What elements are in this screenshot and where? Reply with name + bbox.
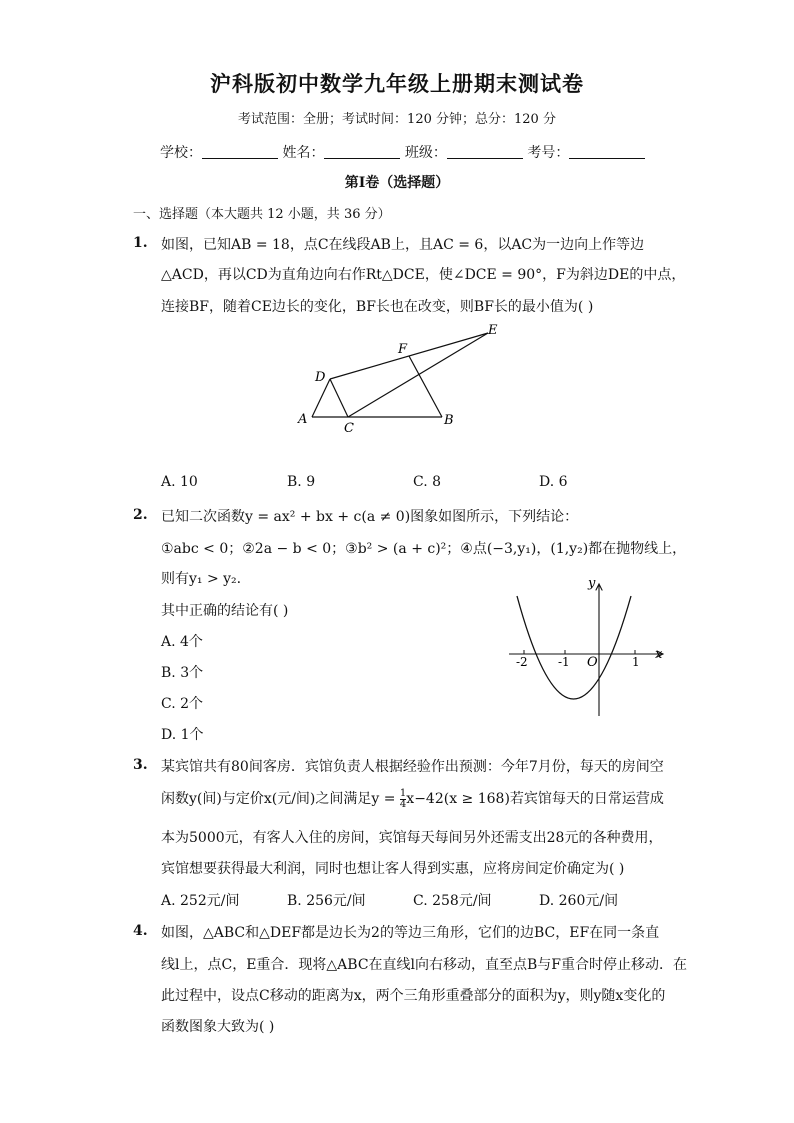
q1-figure <box>290 320 510 438</box>
q2-line2: ①abc < 0；②2a − b < 0；③b² > (a + c)²；④点(−3,y₁)，(1,y₂)都在抛物线上， <box>161 541 687 557</box>
q2-tick-1: 1 <box>632 655 640 669</box>
q3-line4: 宾馆想要获得最大利润，同时也想让客人得到实惠，应将房间定价确定为( ) <box>161 861 625 877</box>
q2-option-c[interactable]: C. 2个 <box>161 696 204 712</box>
q1-label-e: E <box>488 323 498 338</box>
q2-line1: 已知二次函数y = ax² + bx + c(a ≠ 0)图象如图所示，下列结论： <box>161 509 579 525</box>
q1-option-b[interactable]: B. 9 <box>287 474 316 490</box>
q2-tick-neg2: -2 <box>516 655 528 669</box>
q3-frac-num: 1 <box>399 787 407 799</box>
q1-option-c[interactable]: C. 8 <box>413 474 442 490</box>
section-heading: 一、选择题（本大题共 12 小题，共 36 分） <box>133 207 391 222</box>
student-info <box>160 142 645 162</box>
q3-option-c[interactable]: C. 258元/间 <box>413 893 492 909</box>
q1-label-c: C <box>344 421 354 436</box>
q3-line2 <box>161 788 664 810</box>
class-label: 班级： <box>404 145 447 161</box>
q1-line3: 连接BF，随着CE边长的变化，BF长也在改变，则BF长的最小值为( ) <box>161 299 594 315</box>
q1-label-f: F <box>398 342 408 357</box>
q3-line2-start: 闲数y(间)与定价x(元/间)之间满足y = <box>161 791 396 807</box>
id-label: 考号： <box>527 145 570 161</box>
q2-line3: 则有y₁ > y₂. <box>161 571 242 587</box>
q1-number: 1. <box>133 235 148 251</box>
name-blank[interactable] <box>324 144 400 159</box>
volume-title: 第I卷（选择题） <box>344 175 450 191</box>
q2-option-b[interactable]: B. 3个 <box>161 665 204 681</box>
q3-line1: 某宾馆共有80间客房．宾馆负责人根据经验作出预测：今年7月份，每天的房间空 <box>161 759 664 775</box>
q2-number: 2. <box>133 507 148 523</box>
q2-origin-label: O <box>587 655 598 670</box>
q2-x-axis-label: x <box>655 647 663 662</box>
q1-label-d: D <box>315 370 326 385</box>
q4-line2: 线l上，点C，E重合．现将△ABC在直线l向右移动，直至点B与F重合时停止移动．在 <box>161 957 688 973</box>
school-label: 学校： <box>160 145 202 161</box>
q3-line2-end: x−42(x ≥ 168)若宾馆每天的日常运营成 <box>406 791 664 807</box>
q2-option-d[interactable]: D. 1个 <box>161 727 204 743</box>
q1-option-d[interactable]: D. 6 <box>539 474 568 490</box>
q3-option-b[interactable]: B. 256元/间 <box>287 893 366 909</box>
page-title: 沪科版初中数学九年级上册期末测试卷 <box>210 71 584 96</box>
id-blank[interactable] <box>569 144 645 159</box>
name-label: 姓名： <box>282 145 325 161</box>
q4-number: 4. <box>133 923 148 939</box>
q3-option-a[interactable]: A. 252元/间 <box>161 893 240 909</box>
q3-frac-den: 4 <box>399 798 407 810</box>
q1-label-a: A <box>298 412 308 427</box>
class-blank[interactable] <box>447 144 523 159</box>
q4-line4: 函数图象大致为( ) <box>161 1019 275 1035</box>
q1-line2: △ACD，再以CD为直角边向右作Rt△DCE，使∠DCE = 90°，F为斜边DE的中点， <box>161 267 686 283</box>
school-blank[interactable] <box>202 144 278 159</box>
q2-option-a[interactable]: A. 4个 <box>161 634 203 650</box>
q4-line1: 如图，△ABC和△DEF都是边长为2的等边三角形，它们的边BC，EF在同一条直 <box>161 925 660 941</box>
q2-y-axis-label: y <box>588 576 596 591</box>
q3-line3: 本为5000元，有客人入住的房间，宾馆每天每间另外还需支出28元的各种费用， <box>161 830 663 846</box>
exam-subtitle: 考试范围：全册；考试时间：120 分钟；总分：120 分 <box>238 112 556 127</box>
q1-label-b: B <box>444 413 454 428</box>
q1-option-a[interactable]: A. 10 <box>161 474 198 490</box>
q1-line1: 如图，已知AB = 18，点C在线段AB上，且AC = 6，以AC为一边向上作等边 <box>161 237 645 253</box>
q3-number: 3. <box>133 757 148 773</box>
q2-tick-neg1: -1 <box>558 655 570 669</box>
q4-line3: 此过程中，设点C移动的距离为x，两个三角形重叠部分的面积为y，则y随x变化的 <box>161 988 666 1004</box>
q2-parabola-graph <box>505 572 675 720</box>
q3-option-d[interactable]: D. 260元/间 <box>539 893 619 909</box>
q2-line4: 其中正确的结论有( ) <box>161 603 289 619</box>
